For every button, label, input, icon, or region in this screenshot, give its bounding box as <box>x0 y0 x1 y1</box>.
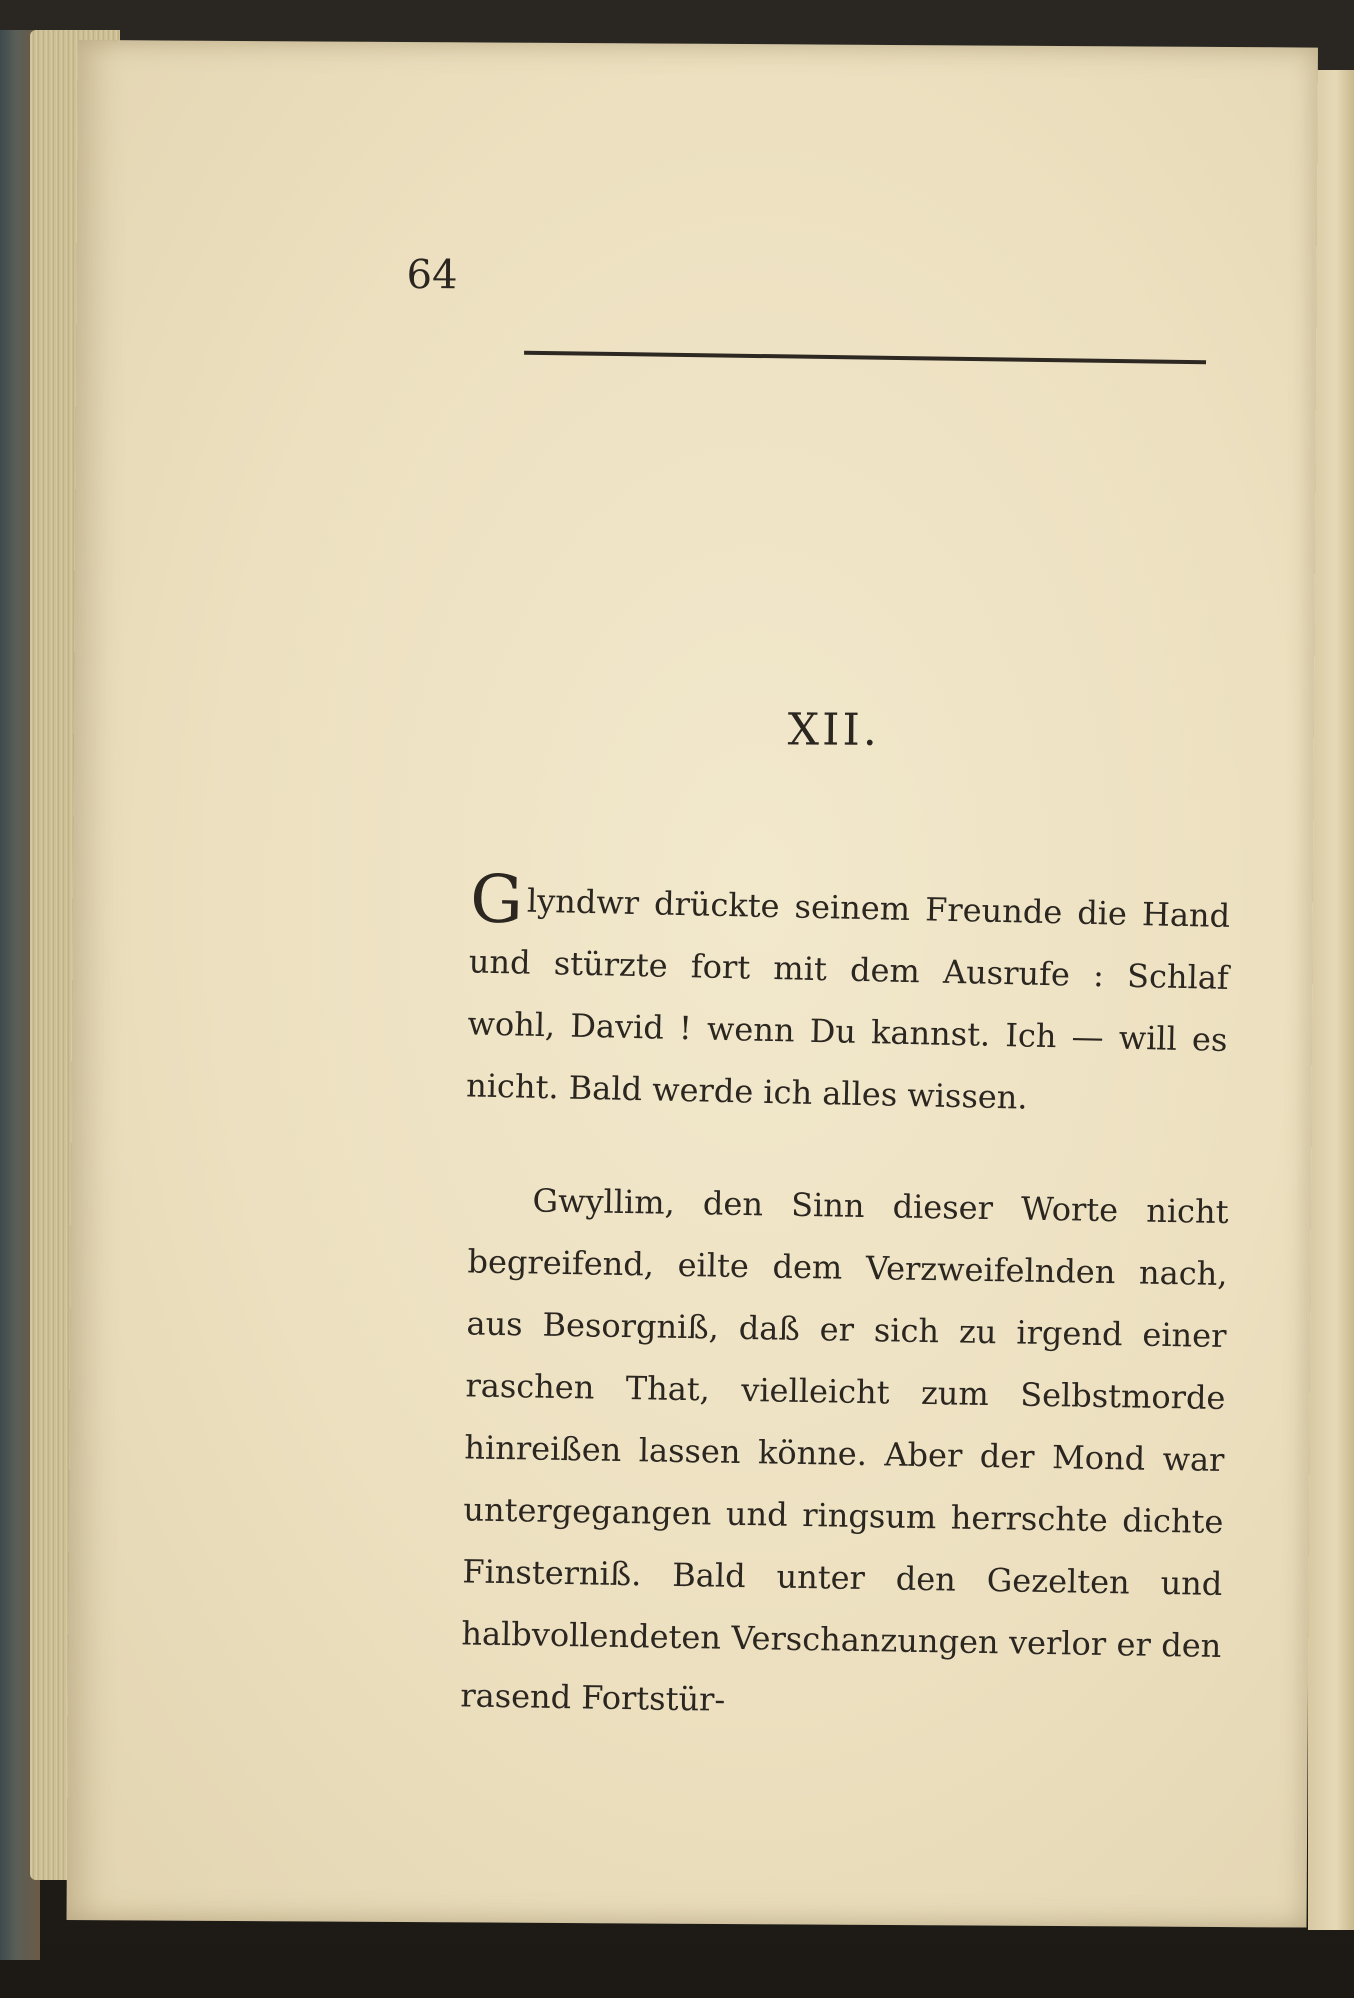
header-rule <box>524 351 1206 365</box>
chapter-heading: XII. <box>787 704 880 756</box>
paragraph-1 <box>465 860 1231 1133</box>
paragraph-1-text: lyndwr drückte seinem Freunde die Hand und stürzte fort mit dem Ausrufe : Schlaf wohl, David ! wenn Du kannst. Ich — will es nicht. Bald werde ich alles wissen. <box>465 881 1231 1117</box>
page-number: 64 <box>406 252 458 299</box>
book-page <box>67 40 1318 1928</box>
drop-cap-initial: G <box>469 860 524 939</box>
paragraph-2: Gwyllim, den Sinn dieser Worte nicht begreifend, eilte dem Verzweifelnden nach, aus Besorgniß, daß er sich zu irgend einer raschen That, vielleicht zum Selbstmorde hinreißen lassen könne. Aber der Mond war untergegangen und ringsum herrschte dichte Finsterniß. Bald unter den Gezelten und halbvollendeten Verschanzungen verlor er den rasend Fortstür- <box>460 1181 1229 1719</box>
